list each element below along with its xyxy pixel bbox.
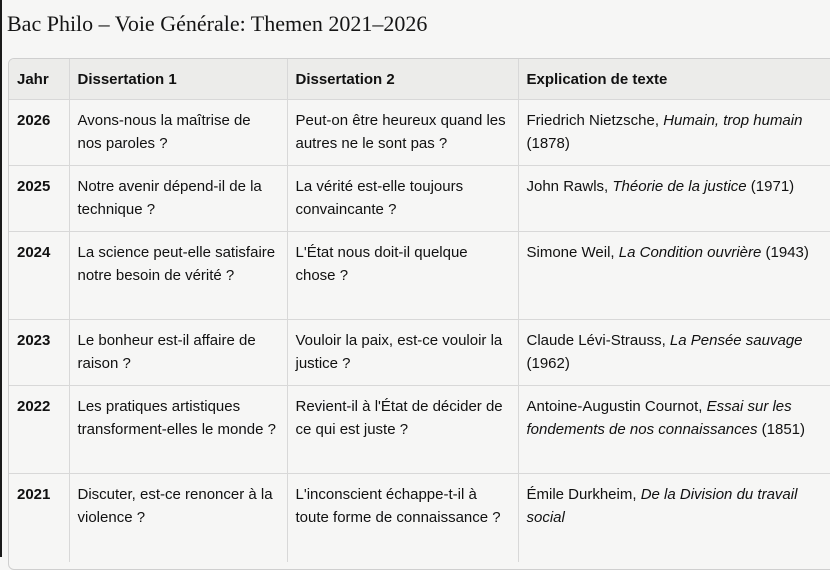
work-title: Essai sur les fondements de nos connaissances [526,398,792,438]
author-text: Friedrich Nietzsche, [526,112,660,129]
themes-data-table [9,59,830,562]
header-dissertation-1: Dissertation 1 [69,59,287,100]
year-cell: 2025 [9,166,69,232]
year-cell: 2023 [9,320,69,386]
work-title: Théorie de la justice [612,178,747,195]
header-explication: Explication de texte [518,59,830,100]
publication-year: (1962) [526,355,570,372]
work-title: La Pensée sauvage [669,332,803,349]
work-title: La Condition ouvrière [618,244,762,261]
work-title: Humain, trop humain [663,112,803,129]
dissertation-1-cell: Notre avenir dépend-il de la technique ? [69,166,287,232]
header-row [9,59,830,100]
dissertation-1-cell: Avons-nous la maîtrise de nos paroles ? [69,100,287,166]
year-cell: 2024 [9,232,69,320]
work-title: De la Division du travail social [526,486,798,526]
header-year: Jahr [9,59,69,100]
dissertation-2-cell: L'État nous doit-il quelque chose ? [287,232,518,320]
explication-cell [518,474,830,562]
publication-year: (1878) [526,135,570,152]
table-row [9,166,830,232]
dissertation-2-cell: Peut-on être heureux quand les autres ne le sont pas ? [287,100,518,166]
dissertation-1-cell: Discuter, est-ce renoncer à la violence ? [69,474,287,562]
table-row [9,474,830,562]
dissertation-1-cell: Les pratiques artistiques transforment-elles le monde ? [69,386,287,474]
page-title: Bac Philo – Voie Générale: Themen 2021–2026 [7,11,428,36]
year-cell: 2021 [17,486,51,503]
year-cell: 2026 [9,100,69,166]
dissertation-2-cell: L'inconscient échappe-t-il à toute forme de connaissance ? [287,474,518,562]
explication-cell [518,100,830,166]
dissertation-2-cell: La vérité est-elle toujours convaincante ? [287,166,518,232]
publication-year: (1971) [750,178,795,195]
table-row [9,386,830,474]
author-text: Simone Weil, [526,244,615,261]
table-row [9,232,830,320]
year-cell: 2022 [9,386,69,474]
publication-year: (1851) [761,421,806,438]
explication-cell [518,166,830,232]
table-header [9,59,830,100]
table-body [9,100,830,562]
author-text: John Rawls, [526,178,609,195]
themes-table [8,58,830,570]
explication-cell [518,232,830,320]
author-text: Antoine-Augustin Cournot, [526,398,703,415]
dissertation-1-cell: La science peut-elle satisfaire notre besoin de vérité ? [69,232,287,320]
author-text: Émile Durkheim, [526,486,637,503]
header-dissertation-2: Dissertation 2 [287,59,518,100]
explication-cell [518,386,830,474]
dissertation-1-cell: Le bonheur est-il affaire de raison ? [69,320,287,386]
table-row [9,320,830,386]
publication-year: (1943) [765,244,809,261]
explication-cell [518,320,830,386]
dissertation-2-cell: Revient-il à l'État de décider de ce qui est juste ? [287,386,518,474]
author-text: Claude Lévi-Strauss, [526,332,666,349]
dissertation-2-cell: Vouloir la paix, est-ce vouloir la justice ? [287,320,518,386]
table-row [9,100,830,166]
